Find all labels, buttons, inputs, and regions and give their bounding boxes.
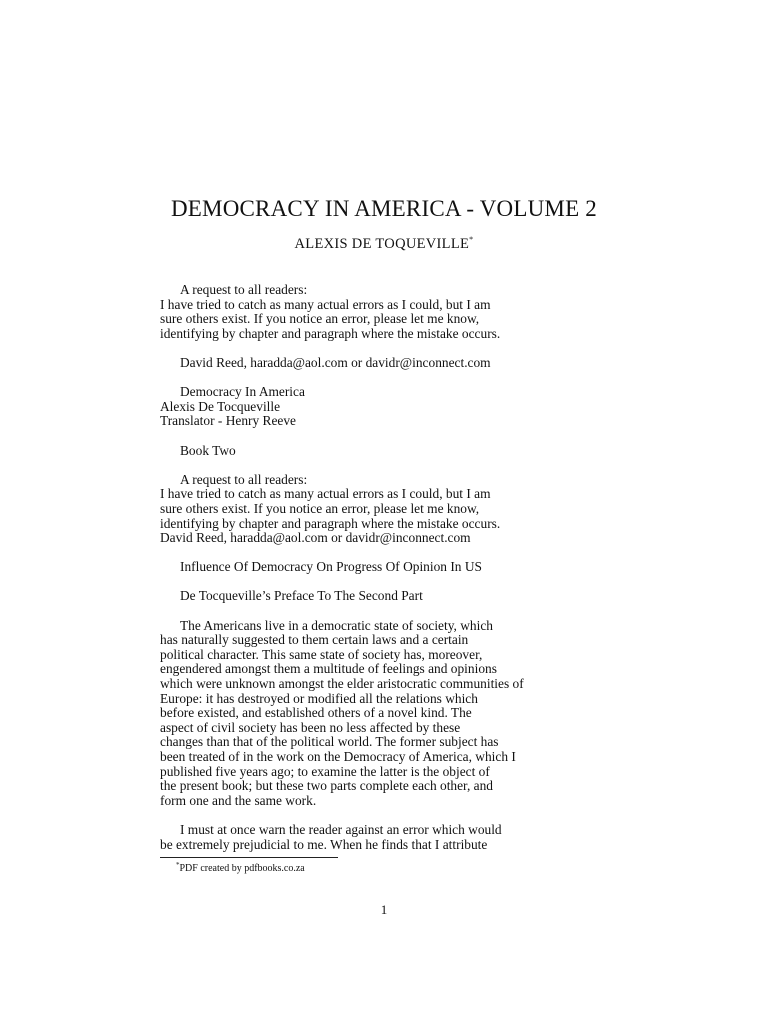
book-label: Book Two: [180, 442, 236, 458]
document-body: [160, 283, 560, 852]
credit-line: Alexis De Tocqueville: [160, 398, 281, 414]
paragraph-line: I must at once warn the reader against an error which would: [180, 821, 502, 837]
section-subtitle: Influence Of Democracy On Progress Of Opinion In US: [180, 559, 482, 575]
author-line: [0, 235, 768, 253]
request-line: identifying by chapter and paragraph where the mistake occurs.: [160, 325, 501, 341]
paragraph-line: been treated of in the work on the Democracy of America, which I: [160, 749, 516, 764]
request-line: I have tried to catch as many actual errors as I could, but I am: [160, 296, 491, 312]
footnote-text: PDF created by pdfbooks.co.za: [179, 863, 305, 874]
paragraph-line: the present book; but these two parts complete each other, and: [160, 778, 494, 794]
request-line: sure others exist. If you notice an error, please let me know,: [160, 311, 480, 327]
paragraph-line: published five years ago; to examine the latter is the object of: [160, 763, 490, 779]
paragraph-line: has naturally suggested to them certain laws and a certain: [160, 632, 469, 648]
request2-line: David Reed, haradda@aol.com or davidr@inconnect.com: [160, 530, 471, 546]
paragraph-line: before existed, and established others of a novel kind. The: [160, 705, 472, 721]
paragraph-line: political character. This same state of society has, moreover,: [160, 646, 483, 662]
paragraph-line: engendered amongst them a multitude of feelings and opinions: [160, 661, 497, 677]
paragraph-line: which were unknown amongst the elder aristocratic communities of: [160, 676, 524, 692]
paragraph-line: changes than that of the political world. The former subject has: [160, 734, 499, 750]
paragraph-line: form one and the same work.: [160, 792, 317, 808]
contact-line: David Reed, haradda@aol.com or davidr@inconnect.com: [180, 354, 491, 370]
footnote-mark: *: [176, 861, 180, 869]
preface-heading: De Tocqueville’s Preface To The Second Part: [180, 588, 423, 604]
paragraph-line: be extremely prejudicial to me. When he finds that I attribute: [160, 836, 488, 852]
footnote-divider: [160, 857, 338, 858]
request2-line: identifying by chapter and paragraph where the mistake occurs.: [160, 515, 501, 531]
request2-heading: A request to all readers:: [180, 471, 308, 487]
paragraph-line: The Americans live in a democratic state of society, which: [180, 617, 493, 633]
paragraph-line: aspect of civil society has been no less affected by these: [160, 719, 461, 735]
paragraph-line: Europe: it has destroyed or modified all the relations which: [160, 690, 478, 706]
credit-line: Democracy In America: [180, 384, 305, 400]
credit-line: Translator - Henry Reeve: [160, 413, 296, 429]
footnote: [176, 861, 305, 874]
request-heading: A request to all readers:: [180, 282, 308, 297]
author-footnote-mark: *: [469, 235, 474, 244]
author-name: ALEXIS DE TOQUEVILLE: [294, 236, 470, 252]
page-number: 1: [380, 902, 388, 917]
request2-line: sure others exist. If you notice an error, please let me know,: [160, 500, 480, 516]
document-title: DEMOCRACY IN AMERICA - VOLUME 2: [171, 196, 597, 221]
request2-line: I have tried to catch as many actual errors as I could, but I am: [160, 486, 491, 502]
